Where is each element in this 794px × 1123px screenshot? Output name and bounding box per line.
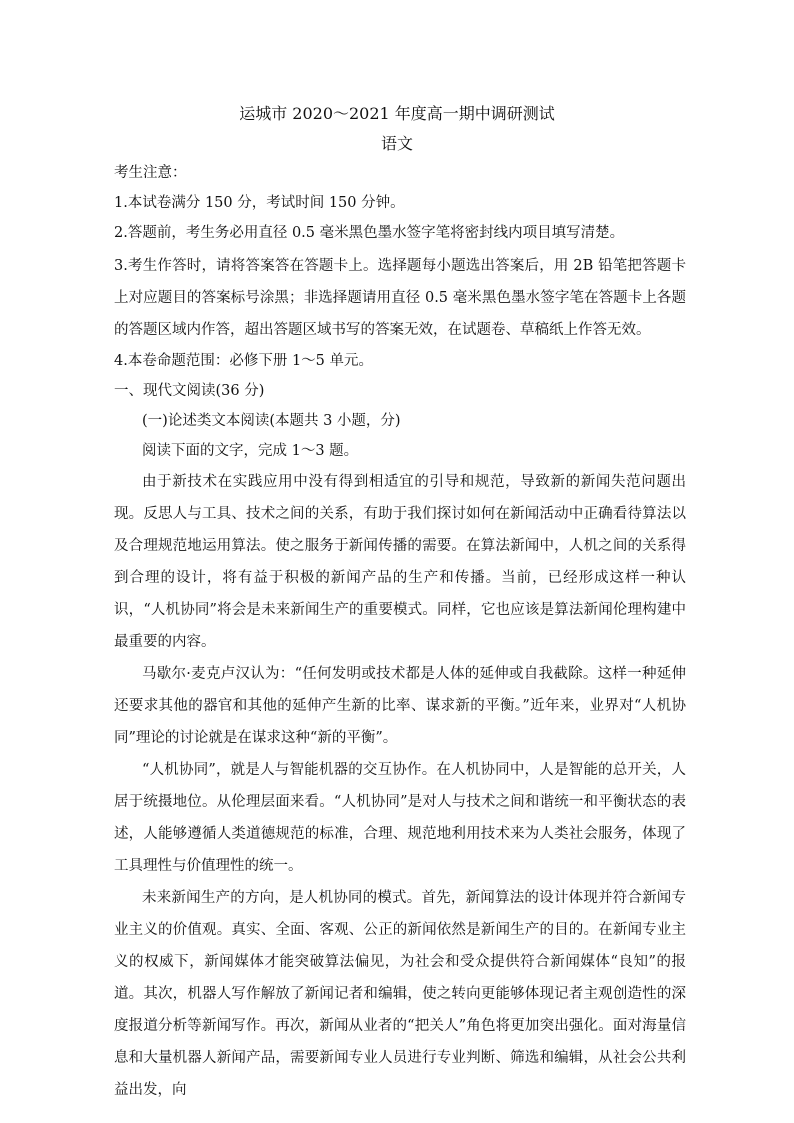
section-heading: 一、现代文阅读(36 分) bbox=[114, 383, 265, 399]
reading-passage bbox=[114, 466, 686, 1106]
notice-item-4: 4.本卷命题范围：必修下册 1～5 单元。 bbox=[114, 353, 374, 369]
passage-paragraph-4: 未来新闻生产的方向，是人机协同的模式。首先，新闻算法的设计体现并符合新闻专业主义的价值观。真实、全面、客观、公正的新闻依然是新闻生产的目的。在新闻专业主义的权威下，新闻媒体才能突破算法偏见，为社会和受众提供符合新闻媒体“良知”的报道。其次，机器人写作解放了新闻记者和编辑，使之转向更能够体现记者主观创造性的深度报道分析等新闻写作。再次，新闻从业者的“把关人”角色将更加突出强化。面对海量信息和大量机器人新闻产品，需要新闻专业人员进行专业判断、筛选和编辑，从社会公共利益出发，向 bbox=[114, 890, 686, 1098]
exam-content bbox=[114, 160, 686, 1106]
section-instruction: 阅读下面的文字，完成 1～3 题。 bbox=[142, 443, 359, 459]
section-subheading: (一)论述类文本阅读(本题共 3 小题，分) bbox=[142, 413, 401, 429]
exam-title: 运城市 2020～2021 年度高一期中调研测试 bbox=[239, 104, 555, 123]
notice-item-1: 1.本试卷满分 150 分，考试时间 150 分钟。 bbox=[114, 195, 405, 211]
notice-heading: 考生注意： bbox=[114, 165, 187, 181]
notice-item-2: 2.答题前，考生务必用直径 0.5 毫米黑色墨水签字笔将密封线内项目填写清楚。 bbox=[114, 225, 625, 241]
passage-paragraph-2: 马歇尔·麦克卢汉认为：“任何发明或技术都是人体的延伸或自我截除。这样一种延伸还要求其他的器官和其他的延伸产生新的比率、谋求新的平衡。”近年来，业界对“人机协同”理论的讨论就是在谋求这种“新的平衡”。 bbox=[114, 666, 686, 746]
candidate-notice bbox=[114, 160, 686, 376]
exam-subject: 语文 bbox=[380, 134, 413, 153]
passage-paragraph-3: “人机协同”，就是人与智能机器的交互协作。在人机协同中，人是智能的总开关，人居于统摄地位。从伦理层面来看。“人机协同”是对人与技术之间和谐统一和平衡状态的表述，人能够遵循人类道德规范的标准，合理、规范地利用技术来为人类社会服务，体现了工具理性与价值理性的统一。 bbox=[114, 762, 686, 874]
notice-item-3: 3.考生作答时，请将答案答在答题卡上。选择题每小题选出答案后，用 2B 铅笔把答题卡上对应题目的答案标号涂黑；非选择题请用直径 0.5 毫米黑色墨水签字笔在答题卡上各题的答题区域内作答，超出答题区域书写的答案无效，在试题卷、草稿纸上作答无效。 bbox=[114, 258, 686, 338]
passage-paragraph-1: 由于新技术在实践应用中没有得到相适宜的引导和规范，导致新的新闻失范问题出现。反思人与工具、技术之间的关系，有助于我们探讨如何在新闻活动中正确看待算法以及合理规范地运用算法。使之服务于新闻传播的需要。在算法新闻中，人机之间的关系得到合理的设计，将有益于积极的新闻产品的生产和传播。当前，已经形成这样一种认识，“人机协同”将会是未来新闻生产的重要模式。同样，它也应该是算法新闻伦理构建中最重要的内容。 bbox=[114, 474, 686, 650]
